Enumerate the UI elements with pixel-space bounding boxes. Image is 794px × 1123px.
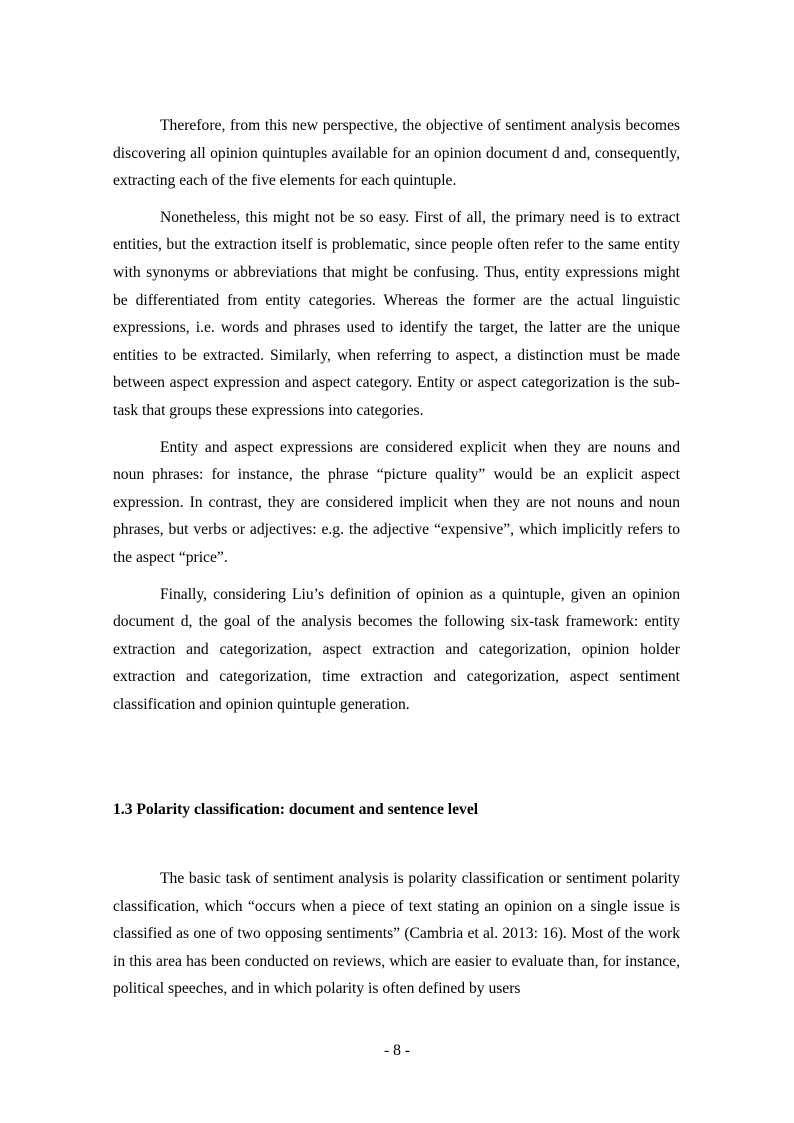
section-body <box>113 865 680 1012</box>
paragraph-polarity-classification: The basic task of sentiment analysis is polarity classification or sentiment polarity classification, which “occurs when a piece of text stating an opinion on a single issue is classified as one of two opposing sentiments” (Cambria et al. 2013: 16). Most of the work in this area has been conducted on reviews, which are easier to evaluate than, for instance, political speeches, and in which polarity is often defined by users <box>113 870 680 998</box>
paragraph-entity-extraction: Nonetheless, this might not be so easy. First of all, the primary need is to extract entities, but the extraction itself is problematic, since people often refer to the same entity with synonyms or abbreviations that might be confusing. Thus, entity expressions might be differentiated from entity categories. Whereas the former are the actual linguistic expressions, i.e. words and phrases used to identify the target, the latter are the unique entities to be extracted. Similarly, when referring to aspect, a distinction must be made between aspect expression and aspect category. Entity or aspect categorization is the sub-task that groups these expressions into categories. <box>113 208 680 419</box>
paragraph-objective: Therefore, from this new perspective, the objective of sentiment analysis becomes discovering all opinion quintuples available for an opinion document d and, consequently, extracting each of the five elements for each quintuple. <box>113 117 680 190</box>
section-heading: 1.3 Polarity classification: document and sentence level <box>113 801 479 818</box>
paragraph-six-task-framework: Finally, considering Liu’s definition of opinion as a quintuple, given an opinion document d, the goal of the analysis becomes the following six-task framework: entity extraction and categorization, aspect extraction and categorization, opinion holder extraction and categorization, time extraction and categorization, aspect sentiment classification and opinion quintuple generation. <box>113 585 680 713</box>
paragraph-explicit-implicit: Entity and aspect expressions are considered explicit when they are nouns and noun phrases: for instance, the phrase “picture quality” would be an explicit aspect expression. In contrast, they are considered implicit when they are not nouns and noun phrases, but verbs or adjectives: e.g. the adjective “expensive”, which implicitly refers to the aspect “price”. <box>113 438 680 566</box>
page-body <box>113 112 680 727</box>
page-number: - 8 - <box>384 1042 410 1059</box>
